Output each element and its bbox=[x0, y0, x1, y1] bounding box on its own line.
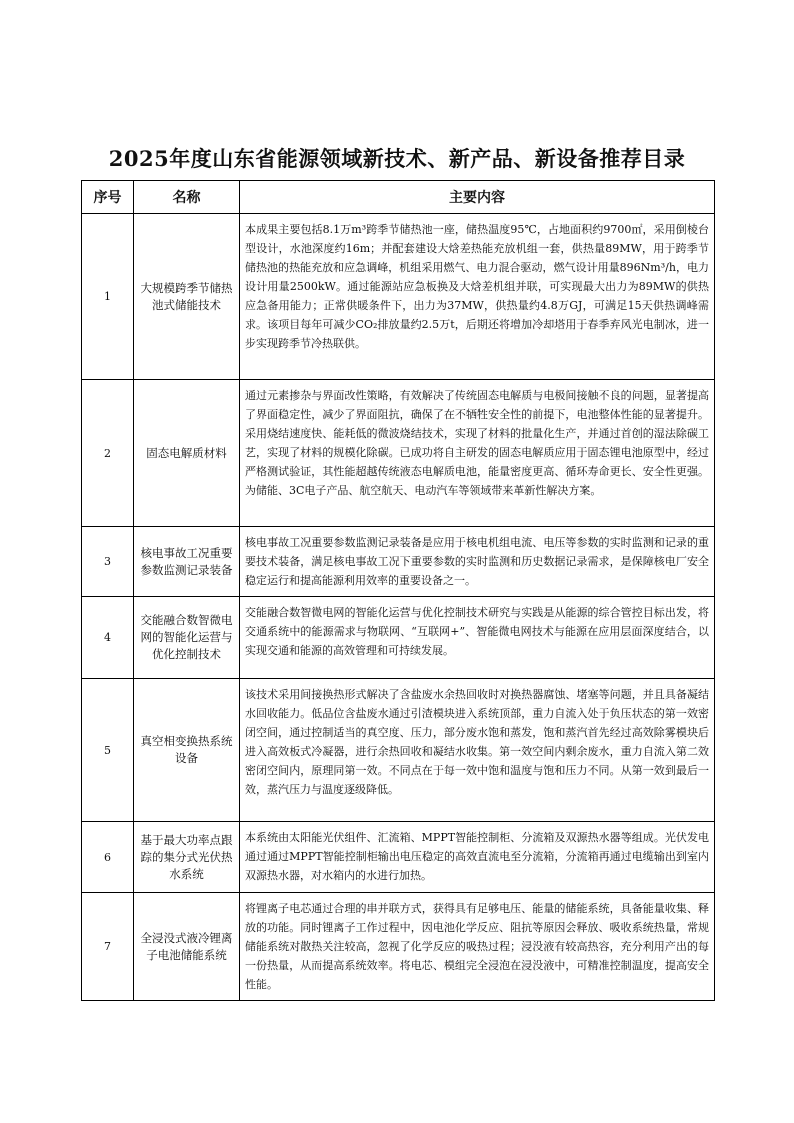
row-content: 核电事故工况重要参数监测记录装备是应用于核电机组电流、电压等参数的实时监测和记录的重要技术装备，满足核电事故工况下重要参数的实时监测和历史数据记录需求，是保障核电厂安全稳定运行和提高能源利用效率的重要设备之一。 bbox=[240, 527, 715, 597]
row-index: 5 bbox=[82, 679, 134, 822]
row-content: 通过元素掺杂与界面改性策略，有效解决了传统固态电解质与电极间接触不良的问题，显著提高了界面稳定性，减少了界面阻抗，确保了在不牺牲安全性的前提下，电池整体性能的显著提升。采用烧结速度快、能耗低的微波烧结技术，实现了材料的批量化生产，并通过首创的湿法除碳工艺，实现了材料的规模化除碳。已成功将自主研发的固态电解质应用于固态锂电池原型中，经过严格测试验证，其性能超越传统液态电解质电池，能量密度更高、循环寿命更长、安全性更强。为储能、3C电子产品、航空航天、电动汽车等领域带来革新性解决方案。 bbox=[240, 380, 715, 527]
row-content: 该技术采用间接换热形式解决了含盐废水余热回收时对换热器腐蚀、堵塞等问题，并且具备凝结水回收能力。低品位含盐废水通过引渣模块进入系统顶部，重力自流入处于负压状态的第一效密闭空间，通过控制适当的真空度、压力，部分废水饱和蒸发，饱和蒸汽首先经过高效除雾模块后进入高效板式冷凝器，进行余热回收和凝结水收集。第一效空间内剩余废水，重力自流入第二效密闭空间内，原理同第一效。不同点在于每一效中饱和温度与饱和压力不同。从第一效到最后一效，蒸汽压力与温度逐级降低。 bbox=[240, 679, 715, 822]
row-name: 固态电解质材料 bbox=[134, 380, 240, 527]
row-content: 交能融合数智微电网的智能化运营与优化控制技术研究与实践是从能源的综合管控目标出发，将交通系统中的能源需求与物联网、“互联网+”、智能微电网技术与能源在应用层面深度结合，以实现交通和能源的高效管理和可持续发展。 bbox=[240, 597, 715, 679]
row-name: 真空相变换热系统设备 bbox=[134, 679, 240, 822]
recommendation-table bbox=[81, 180, 715, 1001]
header-index: 序号 bbox=[82, 181, 134, 214]
page-title: 2025年度山东省能源领域新技术、新产品、新设备推荐目录 bbox=[108, 146, 686, 171]
table-row bbox=[82, 679, 715, 822]
row-index: 4 bbox=[82, 597, 134, 679]
row-name: 基于最大功率点跟踪的集分式光伏热水系统 bbox=[134, 822, 240, 893]
row-name: 全浸没式液冷锂离子电池储能系统 bbox=[134, 893, 240, 1001]
row-index: 3 bbox=[82, 527, 134, 597]
table-row bbox=[82, 597, 715, 679]
table-header-row bbox=[82, 181, 715, 214]
row-index: 1 bbox=[82, 214, 134, 380]
row-name: 大规模跨季节储热池式储能技术 bbox=[134, 214, 240, 380]
table-row bbox=[82, 527, 715, 597]
row-index: 7 bbox=[82, 893, 134, 1001]
row-name: 核电事故工况重要参数监测记录装备 bbox=[134, 527, 240, 597]
table-row bbox=[82, 822, 715, 893]
row-index: 2 bbox=[82, 380, 134, 527]
header-name: 名称 bbox=[134, 181, 240, 214]
row-content: 本系统由太阳能光伏组件、汇流箱、MPPT智能控制柜、分流箱及双源热水器等组成。光伏发电通过通过MPPT智能控制柜输出电压稳定的高效直流电至分流箱，分流箱再通过电缆输出到室内双源热水器，对水箱内的水进行加热。 bbox=[240, 822, 715, 893]
row-name: 交能融合数智微电网的智能化运营与优化控制技术 bbox=[134, 597, 240, 679]
table-row bbox=[82, 893, 715, 1001]
row-content: 本成果主要包括8.1万m³跨季节储热池一座，储热温度95℃，占地面积约9700㎡，采用倒棱台型设计，水池深度约16m；并配套建设大焓差热能充放机组一套，供热量89MW，用于跨季节储热池的热能充放和应急调峰，机组采用燃气、电力混合驱动，燃气设计用量896Nm³/h，电力设计用量2500kW。通过能源站应急板换及大焓差机组并联，可实现最大出力为89MW的供热应急备用能力；正常供暖条件下，出力为37MW，供热量约4.8万GJ，可满足15天供热调峰需求。该项目每年可减少CO₂排放量约2.5万t，后期还将增加冷却塔用于春季弃风光电制冰，进一步实现跨季节冷热联供。 bbox=[240, 214, 715, 380]
table-row bbox=[82, 214, 715, 380]
header-content: 主要内容 bbox=[240, 181, 715, 214]
row-index: 6 bbox=[82, 822, 134, 893]
table-row bbox=[82, 380, 715, 527]
row-content: 将锂离子电芯通过合理的串并联方式，获得具有足够电压、能量的储能系统，具备能量收集、释放的功能。同时锂离子工作过程中，因电池化学反应、阻抗等原因会释放、吸收系统热量，常规储能系统对散热关注较高，忽视了化学反应的吸热过程；浸没液有较高热容，充分利用产出的每一份热量，从而提高系统效率。将电芯、模组完全浸泡在浸没液中，可精准控制温度，提高安全性能。 bbox=[240, 893, 715, 1001]
